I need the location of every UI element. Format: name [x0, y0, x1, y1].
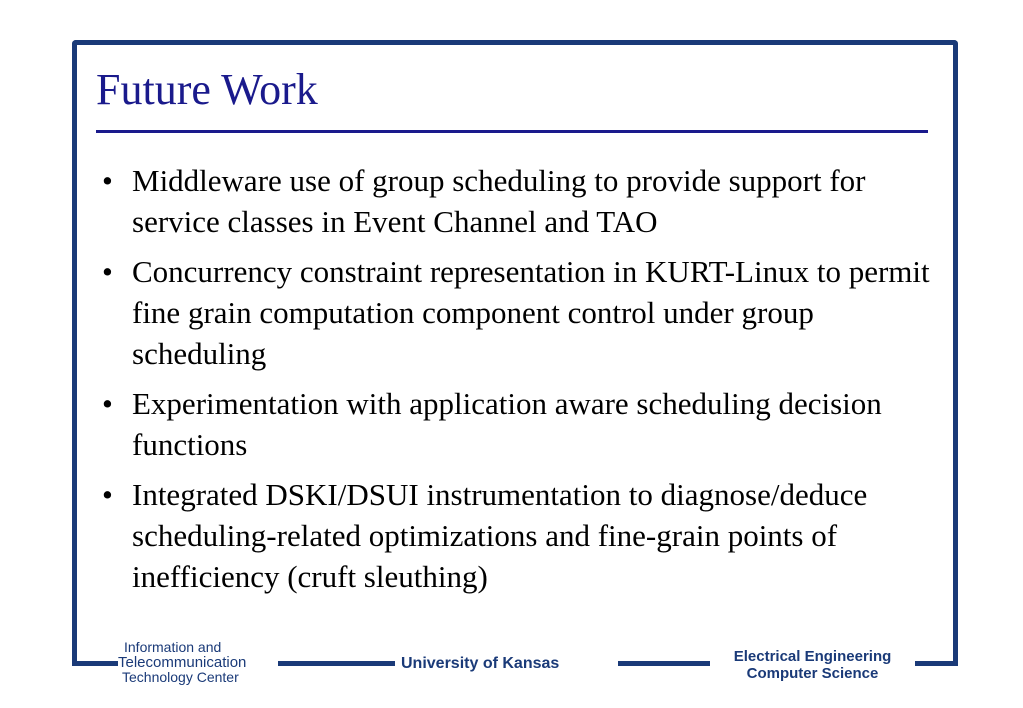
department-label: [710, 648, 915, 682]
bullet-item: [96, 383, 936, 465]
footer-rule-mid-right: [618, 661, 714, 666]
bullet-item: [96, 474, 936, 597]
bullet-dot: •: [102, 163, 113, 198]
bullet-text: Concurrency constraint representation in KURT-Linux to permit fine grain computation component control under group scheduling: [132, 254, 930, 371]
itc-logo: [118, 640, 278, 696]
bullet-text: Integrated DSKI/DSUI instrumentation to diagnose/deduce scheduling-related optimizations and fine-grain points of inefficiency (cruft sleuthing): [132, 477, 868, 594]
department-line: Computer Science: [746, 665, 879, 682]
itc-logo-line: Telecommunication: [118, 654, 247, 671]
bullet-item: [96, 251, 936, 374]
bullet-item: [96, 160, 936, 242]
slide-title: Future Work: [96, 65, 318, 114]
bullet-dot: •: [102, 477, 113, 512]
itc-logo-line: Information and: [124, 639, 222, 655]
footer-rule-mid-left: [272, 661, 396, 666]
department-line: Electrical Engineering: [733, 648, 892, 665]
bullet-list: [96, 160, 936, 606]
bullet-dot: •: [102, 254, 113, 289]
footer-rule-right: [912, 661, 958, 666]
footer-rule-left: [72, 661, 120, 666]
bullet-dot: •: [102, 386, 113, 421]
bullet-text: Experimentation with application aware scheduling decision functions: [132, 386, 882, 462]
bullet-text: Middleware use of group scheduling to provide support for service classes in Event Channel and TAO: [132, 163, 866, 239]
title-underline: [96, 130, 928, 133]
university-label: University of Kansas: [395, 655, 565, 673]
itc-logo-line: Technology Center: [122, 669, 239, 685]
